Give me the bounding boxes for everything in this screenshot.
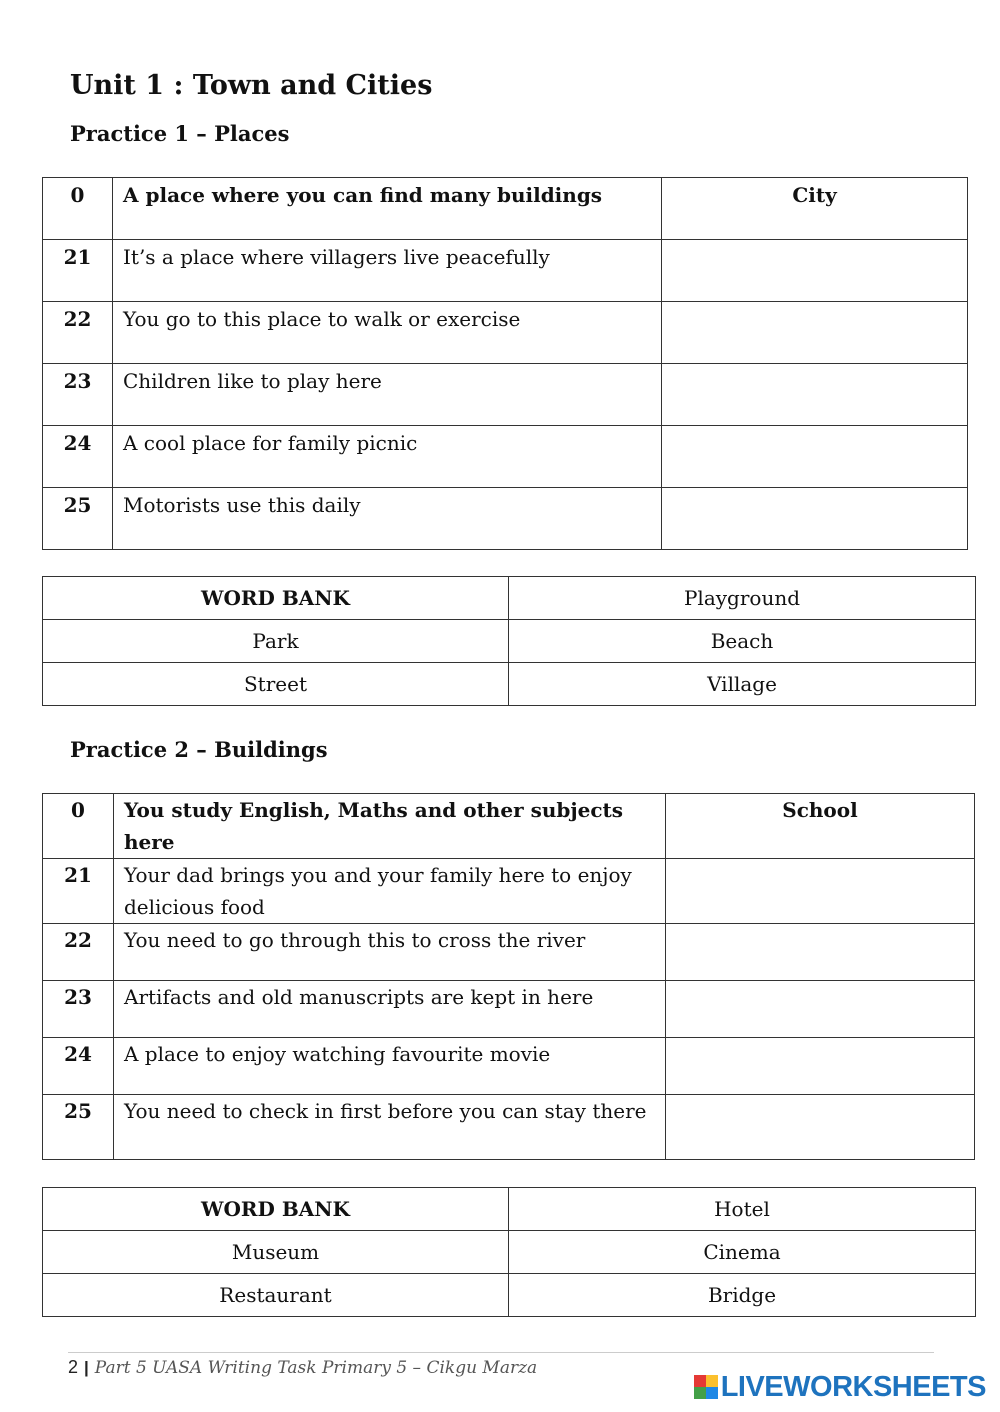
answer-cell[interactable] xyxy=(662,364,968,426)
answer-cell[interactable] xyxy=(662,426,968,488)
table-row xyxy=(43,426,968,488)
table-row xyxy=(43,1095,975,1160)
answer-cell[interactable] xyxy=(666,859,975,924)
table-row xyxy=(43,577,976,620)
answer-cell[interactable] xyxy=(666,924,975,981)
question-number: 23 xyxy=(43,364,113,426)
table-row xyxy=(43,488,968,550)
question-number: 0 xyxy=(43,794,114,859)
practice-2-title: Practice 2 – Buildings xyxy=(70,737,328,762)
word-bank-item: Playground xyxy=(509,577,976,620)
table-row xyxy=(43,663,976,706)
practice-2-table xyxy=(42,793,975,1160)
footer-text: Part 5 UASA Writing Task Primary 5 – Cikgu Marza xyxy=(94,1358,538,1378)
question-text: It’s a place where villagers live peacefully xyxy=(113,240,662,302)
question-number: 24 xyxy=(43,426,113,488)
question-text: You study English, Maths and other subjects here xyxy=(114,794,666,859)
page-number: 2 xyxy=(68,1357,79,1377)
question-number: 24 xyxy=(43,1038,114,1095)
question-text: Children like to play here xyxy=(113,364,662,426)
footer-separator: | xyxy=(84,1358,89,1377)
question-number: 22 xyxy=(43,302,113,364)
word-bank-header: WORD BANK xyxy=(43,1188,509,1231)
question-text: Your dad brings you and your family here to enjoy delicious food xyxy=(114,859,666,924)
table-row xyxy=(43,364,968,426)
word-bank-item: Street xyxy=(43,663,509,706)
table-row xyxy=(43,1038,975,1095)
answer-cell[interactable] xyxy=(662,488,968,550)
word-bank-item: Park xyxy=(43,620,509,663)
question-text: You need to go through this to cross the river xyxy=(114,924,666,981)
answer-cell[interactable] xyxy=(666,1095,975,1160)
answer-cell[interactable] xyxy=(662,240,968,302)
question-text: A place where you can find many buildings xyxy=(113,178,662,240)
question-text: You go to this place to walk or exercise xyxy=(113,302,662,364)
question-number: 0 xyxy=(43,178,113,240)
answer-cell: City xyxy=(662,178,968,240)
question-text: Motorists use this daily xyxy=(113,488,662,550)
table-row xyxy=(43,240,968,302)
table-row xyxy=(43,1188,976,1231)
liveworksheets-logo-icon xyxy=(694,1375,718,1399)
table-row xyxy=(43,1274,976,1317)
question-number: 25 xyxy=(43,1095,114,1160)
word-bank-header: WORD BANK xyxy=(43,577,509,620)
table-row xyxy=(43,981,975,1038)
word-bank-2 xyxy=(42,1187,976,1317)
word-bank-item: Restaurant xyxy=(43,1274,509,1317)
word-bank-item: Museum xyxy=(43,1231,509,1274)
table-row xyxy=(43,620,976,663)
word-bank-item: Village xyxy=(509,663,976,706)
liveworksheets-brand[interactable] xyxy=(694,1370,986,1404)
table-row xyxy=(43,794,975,859)
table-row xyxy=(43,178,968,240)
question-number: 23 xyxy=(43,981,114,1038)
table-row xyxy=(43,1231,976,1274)
question-number: 25 xyxy=(43,488,113,550)
answer-cell[interactable] xyxy=(666,981,975,1038)
brand-name: LIVEWORKSHEETS xyxy=(720,1370,986,1403)
answer-cell[interactable] xyxy=(666,1038,975,1095)
question-text: A cool place for family picnic xyxy=(113,426,662,488)
table-row xyxy=(43,859,975,924)
page-footer xyxy=(68,1357,537,1378)
unit-title: Unit 1 : Town and Cities xyxy=(70,70,433,101)
practice-1-title: Practice 1 – Places xyxy=(70,121,290,146)
table-row xyxy=(43,302,968,364)
question-text: A place to enjoy watching favourite movie xyxy=(114,1038,666,1095)
word-bank-item: Bridge xyxy=(509,1274,976,1317)
question-number: 22 xyxy=(43,924,114,981)
practice-1-table xyxy=(42,177,968,550)
footer-divider xyxy=(68,1352,934,1353)
answer-cell: School xyxy=(666,794,975,859)
question-number: 21 xyxy=(43,240,113,302)
word-bank-item: Hotel xyxy=(509,1188,976,1231)
answer-cell[interactable] xyxy=(662,302,968,364)
word-bank-1 xyxy=(42,576,976,706)
question-text: Artifacts and old manuscripts are kept in here xyxy=(114,981,666,1038)
table-row xyxy=(43,924,975,981)
word-bank-item: Cinema xyxy=(509,1231,976,1274)
question-number: 21 xyxy=(43,859,114,924)
question-text: You need to check in first before you can stay there xyxy=(114,1095,666,1160)
word-bank-item: Beach xyxy=(509,620,976,663)
